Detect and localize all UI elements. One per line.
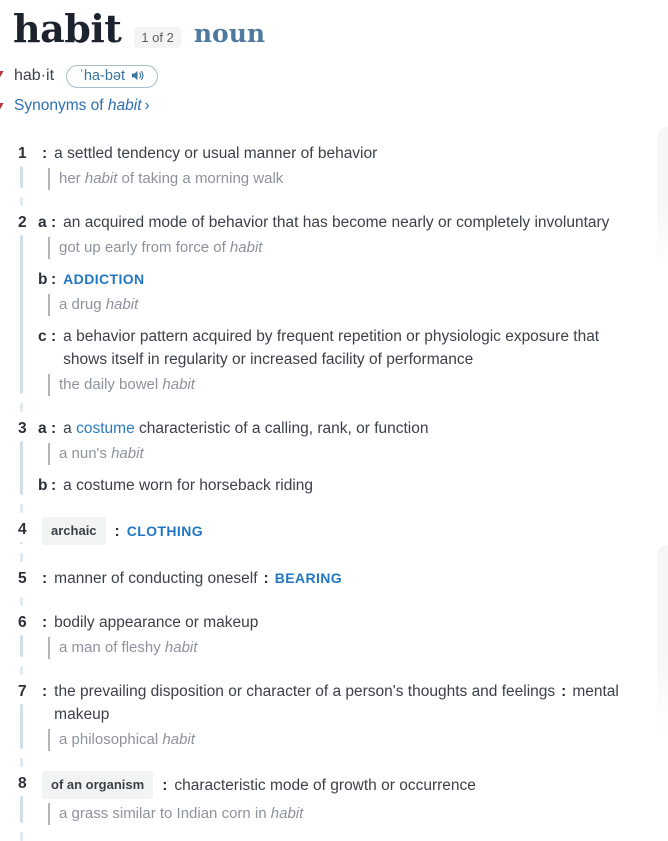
sense-divider-colon: : xyxy=(263,569,269,587)
definition-content xyxy=(63,474,630,497)
definition-text: the daily bowel xyxy=(59,375,163,393)
definition-content xyxy=(54,611,630,634)
sense-item xyxy=(0,611,630,659)
definition-text: a settled tendency or usual manner of behavior xyxy=(54,144,378,162)
definition-text: manner of conducting oneself xyxy=(54,569,258,587)
sense-number: 3. 3 xyxy=(18,419,27,437)
definition-text: a grass similar to Indian corn in xyxy=(59,804,271,822)
example-sentence xyxy=(48,237,630,259)
clipped-side-card xyxy=(657,127,668,267)
inline-link[interactable]: costume xyxy=(76,419,135,437)
example-sentence xyxy=(48,294,630,316)
syllabified-word: hab·it xyxy=(14,67,55,85)
definition-content xyxy=(127,520,630,543)
definition-content xyxy=(63,211,630,234)
audio-pronunciation-button[interactable] xyxy=(66,65,158,88)
definition-colon: : xyxy=(51,270,57,288)
example-sentence xyxy=(48,443,630,465)
definition-text: characteristic mode of growth or occurrence xyxy=(174,776,476,794)
definition-text: of taking a morning walk xyxy=(117,169,284,187)
usage-label-badge: archaic xyxy=(42,517,106,545)
definition-text: an acquired mode of behavior that has become nearly or completely involuntary xyxy=(63,213,610,231)
italic-headword: habit xyxy=(84,169,118,187)
sense-item xyxy=(0,567,630,590)
sense-letter: a xyxy=(38,213,47,231)
example-sentence xyxy=(48,374,630,396)
synonyms-row xyxy=(0,97,668,115)
definition-colon: : xyxy=(51,213,57,231)
definition-content xyxy=(54,680,630,726)
red-arrow-icon xyxy=(0,99,6,112)
definition-text: a nun's xyxy=(59,444,112,462)
sense-letter: c xyxy=(38,327,47,345)
definition-row xyxy=(42,772,630,800)
definition-content xyxy=(54,567,630,590)
italic-headword: habit xyxy=(111,444,144,462)
inline-caps-link[interactable]: BEARING xyxy=(274,569,343,586)
definition-colon: : xyxy=(42,569,48,587)
definition-text: the prevailing disposition or character of a person's thoughts and feelings xyxy=(54,682,556,700)
italic-headword: habit xyxy=(105,295,139,313)
synonyms-word: habit xyxy=(107,96,142,114)
example-sentence xyxy=(48,729,630,751)
sense-number: 8. 8 xyxy=(18,774,27,792)
definition-text: bodily appearance or makeup xyxy=(54,613,259,631)
part-of-speech-link[interactable]: noun xyxy=(193,19,266,48)
italic-headword: habit xyxy=(164,638,198,656)
definition-content xyxy=(54,142,630,165)
definition-text: a man of fleshy xyxy=(59,638,165,656)
sense-item xyxy=(0,772,630,825)
definition-text: mental makeup xyxy=(54,682,619,723)
chevron-right-icon: › xyxy=(144,96,150,114)
definition-content xyxy=(63,417,630,440)
definition-colon: : xyxy=(42,144,48,162)
example-sentence xyxy=(48,803,630,825)
phonetic-spelling: ˈha-bət xyxy=(79,67,125,84)
definition-content xyxy=(63,325,630,371)
definition-text: a philosophical xyxy=(59,730,163,748)
sense-number: 5. 5 xyxy=(18,569,27,587)
definition-colon: : xyxy=(42,682,48,700)
definition-row xyxy=(38,268,630,291)
definition-text: a behavior pattern acquired by frequent repetition or physiologic exposure that shows itself in regularity or increased facility of performance xyxy=(63,327,600,368)
sense-item xyxy=(0,680,630,751)
entry-header xyxy=(0,8,668,50)
definition-content xyxy=(174,774,630,797)
sense-letter: b xyxy=(38,476,48,494)
sense-item xyxy=(0,518,630,546)
sense-item xyxy=(0,142,630,190)
sense-number: 1. 1 xyxy=(18,144,27,162)
definition-colon: : xyxy=(114,522,120,540)
italic-headword: habit xyxy=(162,375,195,393)
definition-list xyxy=(0,142,668,825)
italic-headword: habit xyxy=(162,730,195,748)
italic-headword: habit xyxy=(270,804,304,822)
definition-row xyxy=(42,518,630,546)
inline-caps-link[interactable]: ADDICTION xyxy=(63,270,145,287)
italic-headword: habit xyxy=(229,238,263,256)
definition-row xyxy=(38,325,630,371)
definition-colon: : xyxy=(51,327,57,345)
red-arrow-icon xyxy=(0,67,6,80)
entry-index-badge: 1 of 2 xyxy=(134,27,181,48)
sense-item xyxy=(0,211,630,396)
definition-text: her xyxy=(59,169,85,187)
page-title: habit xyxy=(13,6,122,51)
sense-number: 6. 6 xyxy=(18,613,27,631)
definition-row xyxy=(42,567,630,590)
example-sentence xyxy=(48,637,630,659)
definition-text: got up early from force of xyxy=(59,238,230,256)
sense-divider-colon: : xyxy=(561,682,567,700)
definition-row xyxy=(42,680,630,726)
definition-row xyxy=(38,474,630,497)
sense-number: 2. 2 xyxy=(18,213,27,231)
definition-colon: : xyxy=(51,419,57,437)
definition-row xyxy=(38,417,630,440)
usage-label-badge: of an organism xyxy=(42,771,153,799)
sense-item xyxy=(0,417,630,497)
clipped-side-card xyxy=(657,545,668,735)
sense-letter: a xyxy=(38,419,47,437)
definition-text: a costume worn for horseback riding xyxy=(63,476,314,494)
definition-colon: : xyxy=(51,476,57,494)
sense-number: 4. 4 xyxy=(18,520,27,538)
example-sentence xyxy=(48,168,630,190)
inline-caps-link[interactable]: CLOTHING xyxy=(126,522,204,539)
definition-text: a drug xyxy=(59,295,106,313)
definition-colon: : xyxy=(162,776,168,794)
definition-row xyxy=(42,142,630,165)
pronunciation-row xyxy=(0,65,668,88)
definition-text: characteristic of a calling, rank, or function xyxy=(134,419,429,437)
definition-content xyxy=(63,268,630,291)
sense-letter: b xyxy=(38,270,48,288)
definition-text: a xyxy=(63,419,77,437)
definition-colon: : xyxy=(42,613,48,631)
synonyms-link[interactable]: Synonyms of habit › xyxy=(14,96,150,114)
definition-row xyxy=(38,211,630,234)
speaker-icon xyxy=(130,68,145,83)
definition-row xyxy=(42,611,630,634)
sense-number: 7. 7 xyxy=(18,682,27,700)
